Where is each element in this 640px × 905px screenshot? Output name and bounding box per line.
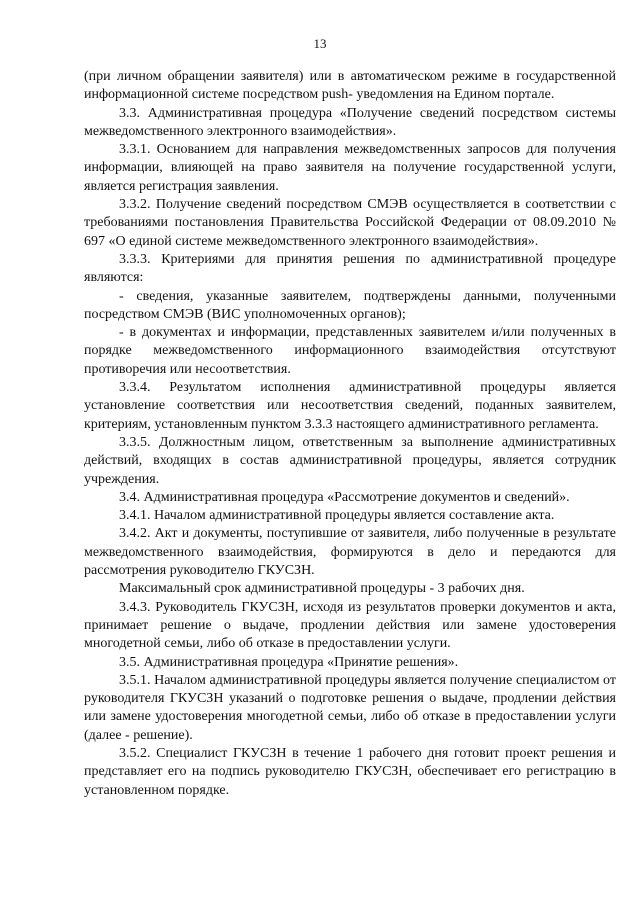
paragraph-3-5-1: 3.5.1. Началом административной процедуры является получение специалистом от руководителя ГКУСЗН указаний о подготовке решения о выдаче, продлении действия или замене удостоверения многодетной семьи, либо об отказе в предоставлении услуги (далее - решение). — [84, 672, 616, 743]
paragraph-max-term: Максимальный срок административной процедуры - 3 рабочих дня. — [119, 581, 525, 597]
paragraph-3-3-5: 3.3.5. Должностным лицом, ответственным за выполнение административных действий, входящих в состав административной процедуры, является сотрудник учреждения. — [84, 434, 616, 487]
paragraph-criterion-2: - в документах и информации, представленных заявителем и/или полученных в порядке межведомственного информационного взаимодействия отсутствуют противоречия или несоответствия. — [84, 325, 616, 377]
paragraph-3-3-2: 3.3.2. Получение сведений посредством СМЭВ осуществляется в соответствии с требованиями постановления Правительства Российской Федерации от 08.09.2010 № 697 «О единой системе межведомственного электронного взаимодействия». — [84, 197, 616, 249]
paragraph-3-3-4: 3.3.4. Результатом исполнения административной процедуры является установление соответствия или несоответствия сведений, поданных заявителем, критериям, установленным пунктом 3.3.3 настоящего административного регламента. — [84, 380, 616, 432]
document-body — [84, 68, 616, 800]
page-number: 13 — [313, 36, 327, 51]
paragraph-section-3-3: 3.3. Административная процедура «Получение сведений посредством системы межведомственного электронного взаимодействия». — [84, 105, 616, 139]
paragraph-criterion-1: - сведения, указанные заявителем, подтверждены данными, полученными посредством СМЭВ (ВИС уполномоченных органов); — [84, 288, 616, 322]
paragraph-section-3-4: 3.4. Административная процедура «Рассмотрение документов и сведений». — [119, 489, 570, 505]
paragraph-continuation: (при личном обращении заявителя) или в автоматическом режиме в государственной информационной системе посредством push- уведомления на Едином портале. — [84, 69, 616, 103]
paragraph-3-4-3: 3.4.3. Руководитель ГКУСЗН, исходя из результатов проверки документов и акта, принимает решение о выдаче, продлении действия или замене удостоверения многодетной семьи, либо об отказе в предоставлении услуги. — [84, 599, 616, 652]
paragraph-3-3-3: 3.3.3. Критериями для принятия решения по административной процедуре являются: — [84, 251, 616, 286]
paragraph-3-5-2: 3.5.2. Специалист ГКУСЗН в течение 1 рабочего дня готовит проект решения и представляет его на подпись руководителю ГКУСЗН, обеспечивает его регистрацию в установленном порядке. — [84, 745, 616, 798]
paragraph-section-3-5: 3.5. Административная процедура «Принятие решения». — [119, 654, 459, 670]
paragraph-3-4-1: 3.4.1. Началом административной процедуры является составление акта. — [119, 508, 555, 524]
paragraph-3-4-2: 3.4.2. Акт и документы, поступившие от заявителя, либо полученные в результате межведомственного взаимодействия, формируются в дело и передаются для рассмотрения руководителю ГКУСЗН. — [84, 526, 616, 579]
paragraph-3-3-1: 3.3.1. Основанием для направления межведомственных запросов для получения информации, влияющей на право заявителя на получение государственной услуги, является регистрация заявления. — [84, 142, 616, 194]
